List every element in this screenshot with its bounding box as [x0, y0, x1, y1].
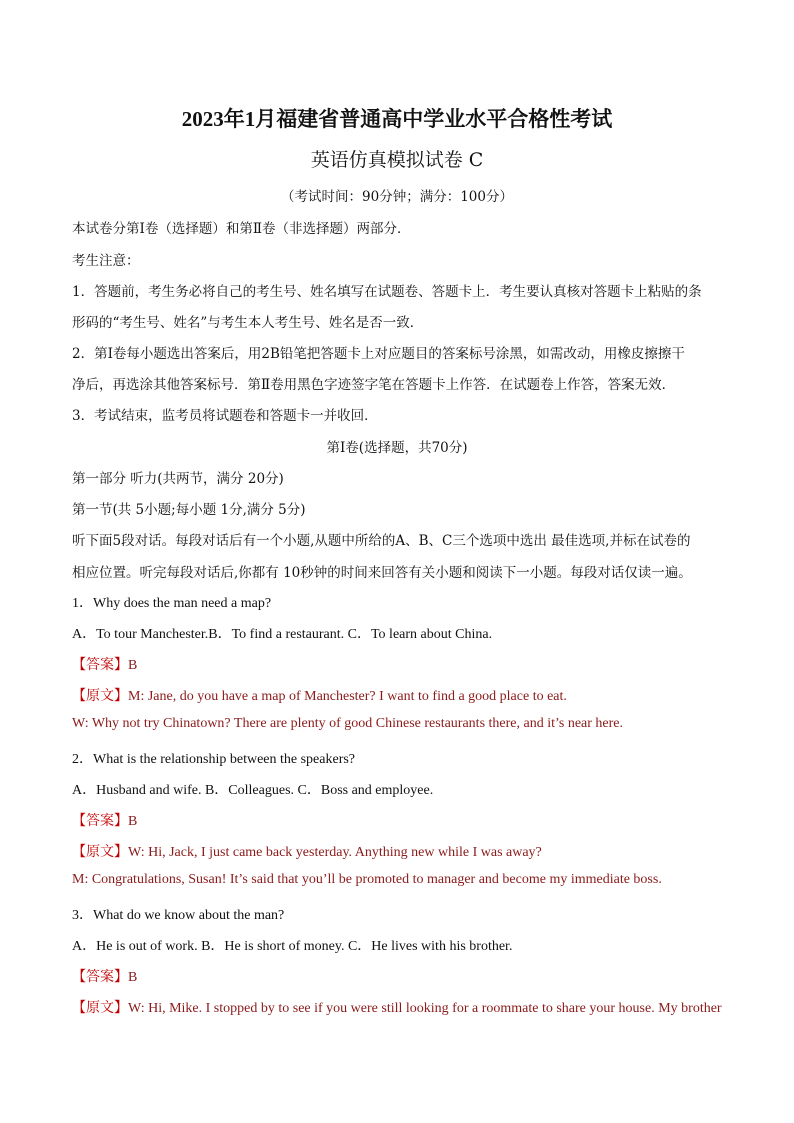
- notice-1-line-1: 1．答题前，考生务必将自己的考生号、姓名填写在试题卷、答题卡上．考生要认真核对答题卡上粘贴的条: [72, 284, 702, 300]
- question-2-options: A．Husband and wife. B．Colleagues. C．Boss and employee.: [72, 783, 434, 798]
- question-2-stem: 2．What is the relationship between the speakers?: [72, 752, 356, 767]
- notice-3: 3．考试结束，监考员将试题卷和答题卡一并收回．: [72, 408, 378, 424]
- question-3-answer: [72, 966, 732, 986]
- paper-parts: 本试卷分第Ⅰ卷（选择题）和第Ⅱ卷（非选择题）两部分．: [72, 221, 411, 237]
- answer-value: B: [128, 814, 138, 829]
- notice-2-line-2: 净后，再选涂其他答案标号．第Ⅱ卷用黑色字迹签字笔在答题卡上作答．在试题卷上作答，答案无效．: [72, 377, 676, 393]
- notice-heading: 考生注意：: [72, 253, 140, 269]
- question-2-original-1: [72, 841, 732, 861]
- answer-label: 【答案】: [72, 658, 128, 673]
- question-1-original-1: [72, 685, 732, 705]
- section-one-heading: 第一节(共 5小题;每小题 1分,满分 5分): [72, 502, 306, 518]
- answer-label: 【答案】: [72, 970, 128, 985]
- exam-time-note: （考试时间：90分钟；满分：100分）: [281, 189, 513, 205]
- part-one-heading: 第一部分 听力(共两节，满分 20分): [72, 471, 284, 487]
- question-3-stem: 3．What do we know about the man?: [72, 908, 285, 923]
- exam-title: 2023年1月福建省普通高中学业水平合格性考试: [181, 107, 613, 131]
- question-1-answer: [72, 654, 732, 674]
- original-text: M: Jane, do you have a map of Manchester? I want to find a good place to eat.: [128, 689, 567, 704]
- question-2-original-2: M: Congratulations, Susan! It’s said that you’ll be promoted to manager and become my immediate boss.: [72, 872, 662, 887]
- question-3-options: A．He is out of work. B．He is short of money. C．He lives with his brother.: [72, 939, 513, 954]
- exam-subtitle: 英语仿真模拟试卷 C: [310, 149, 484, 171]
- question-1-stem: 1．Why does the man need a map?: [72, 596, 272, 611]
- original-label: 【原文】: [72, 845, 128, 860]
- question-2-answer: [72, 810, 732, 830]
- notice-2-line-1: 2．第Ⅰ卷每小题选出答案后，用2B铅笔把答题卡上对应题目的答案标号涂黑，如需改动，用橡皮擦擦干: [72, 346, 685, 362]
- notice-1-line-2: 形码的“考生号、姓名”与考生本人考生号、姓名是否一致．: [72, 315, 424, 331]
- original-text: W: Hi, Mike. I stopped by to see if you were still looking for a roommate to share your house. My brother: [128, 1001, 722, 1016]
- original-label: 【原文】: [72, 689, 128, 704]
- answer-value: B: [128, 658, 138, 673]
- question-1-original-2: W: Why not try Chinatown? There are plenty of good Chinese restaurants there, and it’s near here.: [72, 716, 624, 731]
- question-3-original-1: [72, 997, 732, 1017]
- instructions-line-2: 相应位置。听完每段对话后,你都有 10秒钟的时间来回答有关小题和阅读下一小题。每段对话仅读一遍。: [72, 565, 692, 581]
- volume-title: 第Ⅰ卷(选择题，共70分): [326, 440, 468, 456]
- question-1-options: A．To tour Manchester.B．To find a restaurant. C．To learn about China.: [72, 627, 493, 642]
- answer-value: B: [128, 970, 138, 985]
- original-label: 【原文】: [72, 1001, 128, 1016]
- instructions-line-1: 听下面5段对话。每段对话后有一个小题,从题中所给的A、B、C三个选项中选出 最佳选项,并标在试卷的: [72, 533, 691, 549]
- original-text: W: Hi, Jack, I just came back yesterday. Anything new while I was away?: [128, 845, 542, 860]
- answer-label: 【答案】: [72, 814, 128, 829]
